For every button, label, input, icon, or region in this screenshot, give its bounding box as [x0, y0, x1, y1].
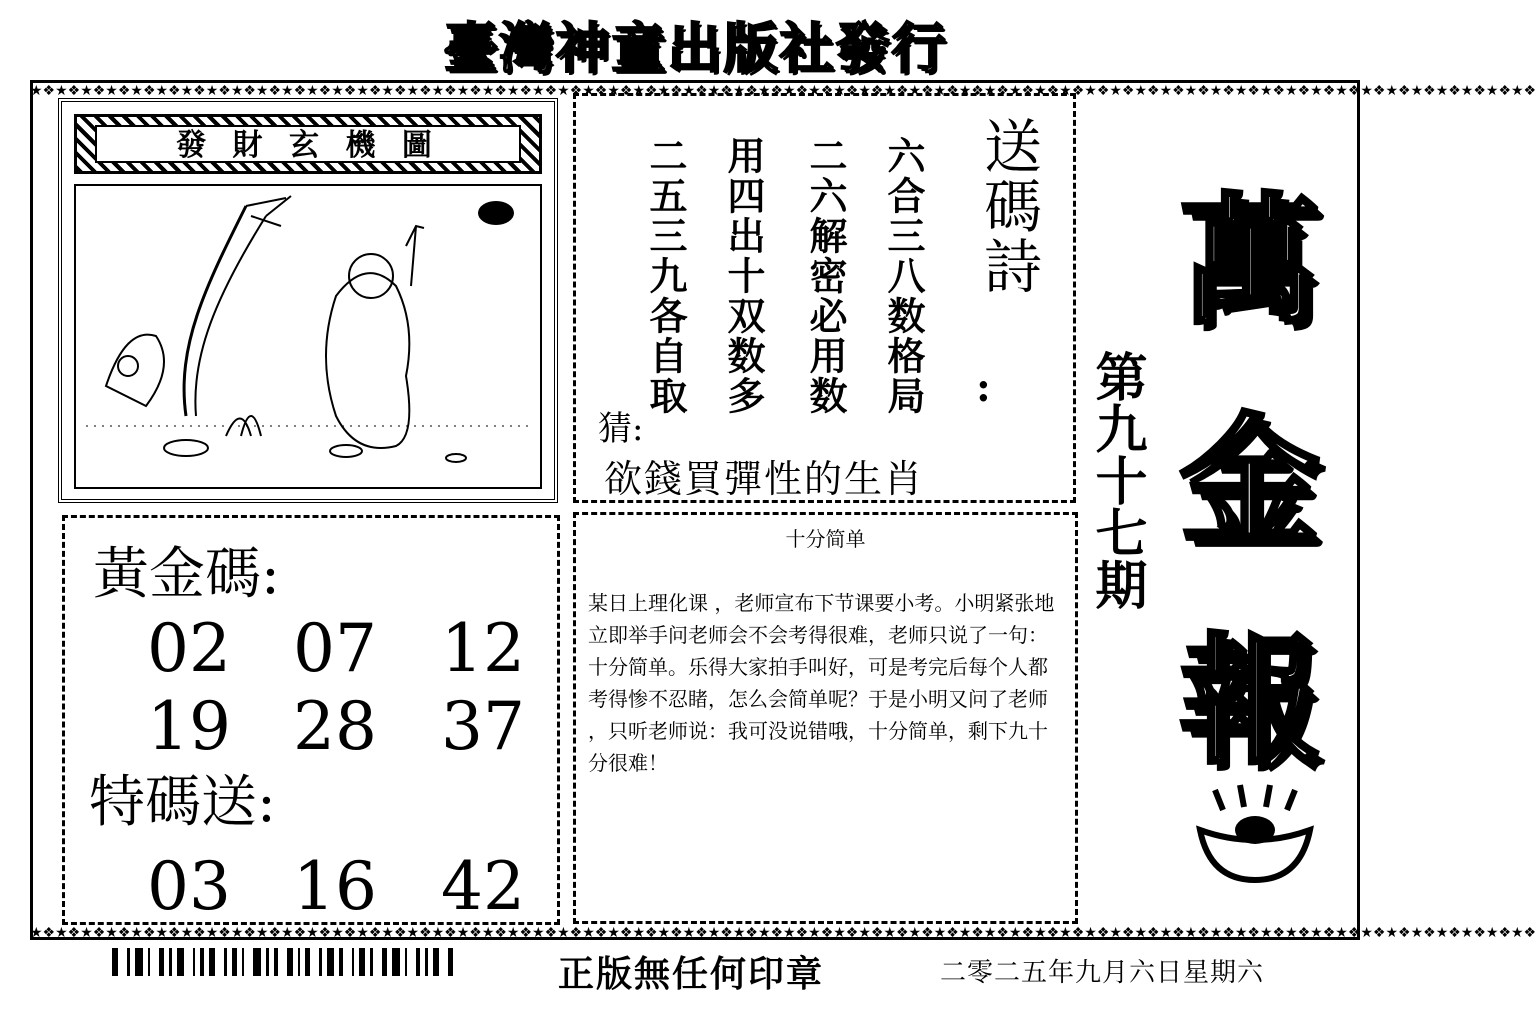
special-number: 16 — [293, 848, 377, 925]
barcode-bar — [448, 948, 453, 976]
gold-number: 28 — [293, 688, 377, 765]
poem-line: 用四出十双数多 — [721, 136, 765, 416]
story-text: 某日上理化课 ，老师宣布下节课要小考。小明紧张地立即举手问老师会不会考得很难，老师只说了一句： 十分简单。乐得大家拍手叫好，可是考完后每个人都考得惨不忍睹，怎么会简单呢？于是小明又问了老师 ，只听老师说：我可没说错哦，十分简单，剩下九十分很难！ — [588, 591, 1055, 775]
barcode-bar — [433, 948, 439, 976]
poem-heading: 送碼詩 — [974, 116, 1042, 296]
barcode-bar — [159, 948, 164, 976]
barcode-bar — [209, 948, 215, 976]
barcode-bar — [339, 948, 343, 976]
barcode-bar — [298, 948, 300, 976]
barcode-bar — [148, 948, 150, 976]
poem-panel — [573, 93, 1076, 503]
gold-number: 37 — [441, 688, 525, 765]
sage-illustration — [76, 186, 540, 487]
story-title: 十分简单 — [785, 527, 866, 551]
barcode-bar — [405, 948, 407, 976]
brand-char: 金 — [1180, 401, 1321, 564]
barcode-bar — [127, 948, 130, 976]
issue-number: 第九十七期 — [1086, 350, 1146, 610]
barcode-bar — [327, 948, 334, 976]
title-frame — [74, 114, 542, 174]
barcode-bar — [112, 948, 118, 976]
poem-line: 二五三九各自取 — [643, 136, 687, 416]
poem-line: 六合三八数格局 — [881, 136, 925, 416]
guess-text: 欲錢買彈性的生肖 — [604, 457, 925, 501]
barcode-bar — [169, 948, 172, 976]
barcode-bar — [266, 948, 269, 976]
barcode-bar — [319, 948, 322, 976]
brand-char: 報 — [1180, 621, 1321, 784]
numbers-panel — [62, 515, 560, 925]
barcode-bar — [305, 948, 310, 976]
barcode-bar — [177, 948, 184, 976]
barcode-bar — [416, 948, 420, 976]
star-border-icon: ★❖★❖★❖★❖★❖★❖★❖★❖★❖★❖★❖★❖★❖★❖★❖★❖★❖★❖★❖★❖★❖★❖★❖★❖★❖★❖★❖★❖★❖★❖★❖★❖★❖★❖★❖★❖★❖★❖★❖★❖★❖★❖★❖★❖★❖★❖★❖★❖★❖★❖★❖★❖★❖★❖★❖★❖★❖★❖★❖★❖ — [30, 83, 1536, 99]
picture-title: 發 財 玄 機 圖 — [95, 125, 521, 163]
sun-icon — [1215, 785, 1295, 810]
special-label: 特碼送: — [89, 770, 276, 835]
special-number: 03 — [147, 848, 231, 925]
barcode-bar — [232, 948, 237, 976]
illustration — [74, 184, 542, 489]
barcode-bar — [224, 948, 227, 976]
special-number: 42 — [441, 848, 525, 925]
barcode-bar — [287, 948, 293, 976]
story-panel — [573, 512, 1078, 924]
gold-number: 19 — [147, 688, 231, 765]
colon-mark: : — [976, 364, 991, 411]
barcode-bar — [242, 948, 244, 976]
barcode-bar — [382, 948, 387, 976]
gold-ingot-icon — [1190, 785, 1320, 885]
sage-figure — [326, 273, 409, 448]
gold-number: 07 — [293, 610, 377, 687]
barcode-bar — [359, 948, 365, 976]
barcode-bar — [274, 948, 278, 976]
brand-char: 萬 — [1180, 181, 1321, 344]
gold-label: 黃金碼: — [93, 542, 280, 607]
gold-number: 12 — [441, 610, 525, 687]
guess-label: 猜: — [598, 409, 644, 449]
gold-number: 02 — [147, 610, 231, 687]
rock — [106, 335, 164, 406]
barcode-bar — [370, 948, 373, 976]
barcode-bar — [135, 948, 143, 976]
poem-line: 二六解密必用数 — [803, 136, 847, 416]
barcode-bar — [392, 948, 400, 976]
barcode-bar — [193, 948, 195, 976]
barcode-bar — [352, 948, 354, 976]
moon-icon — [478, 201, 514, 225]
footer-date: 二零二五年九月六日星期六 — [940, 958, 1265, 988]
footer-notice: 正版無任何印章 — [558, 954, 825, 995]
picture-panel — [58, 98, 558, 503]
star-border-icon: ★❖★❖★❖★❖★❖★❖★❖★❖★❖★❖★❖★❖★❖★❖★❖★❖★❖★❖★❖★❖★❖★❖★❖★❖★❖★❖★❖★❖★❖★❖★❖★❖★❖★❖★❖★❖★❖★❖★❖★❖★❖★❖★❖★❖★❖★❖★❖★❖★❖★❖★❖★❖★❖★❖★❖★❖★❖★❖★❖★❖ — [30, 925, 1536, 941]
barcode-bar — [253, 948, 261, 976]
publisher-title: 臺灣神童出版社發行 — [443, 17, 948, 80]
barcode-bar — [200, 948, 204, 976]
barcode-bar — [425, 948, 428, 976]
